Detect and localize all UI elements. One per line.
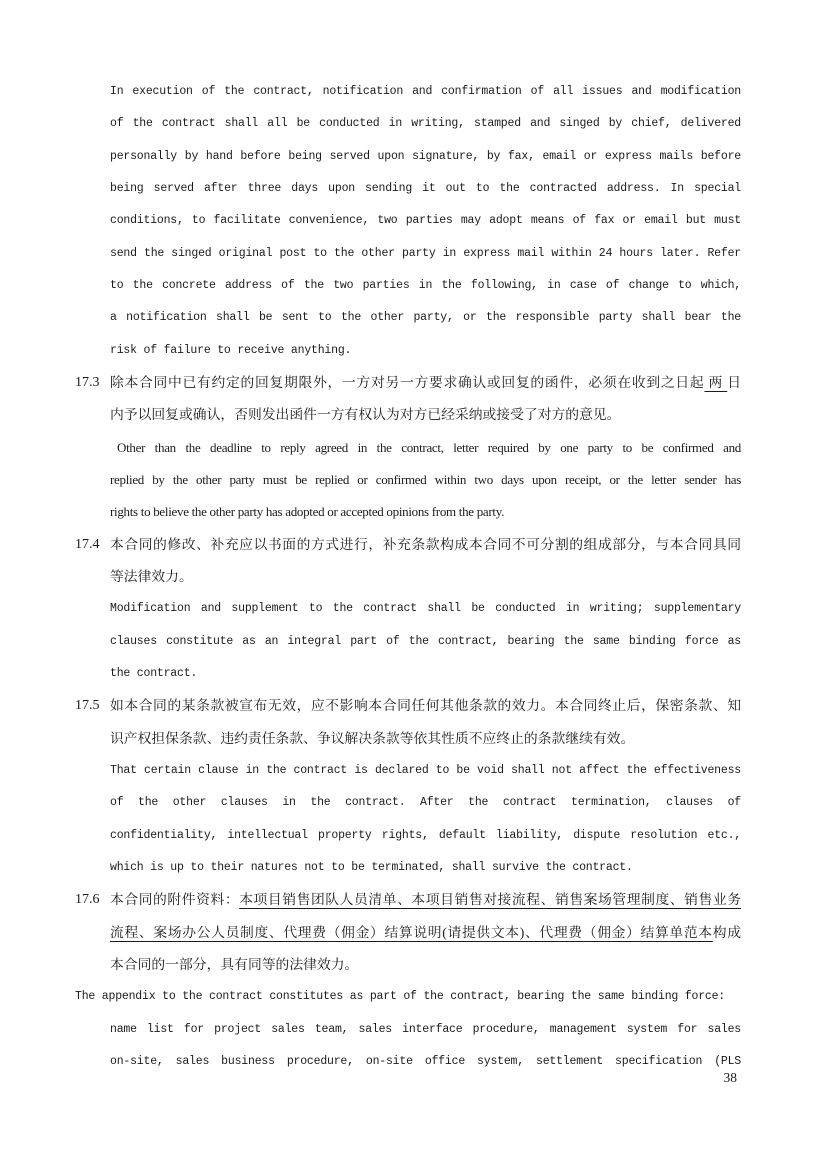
text-line: rights to believe the other party has adopted or accepted opinions from the party.: [110, 504, 505, 520]
contract-body: [75, 76, 741, 1078]
text-line: [110, 884, 741, 916]
text-segment: 本合同的附件资料：: [110, 892, 240, 908]
text-line: confidentiality, intellectual property rights, default liability, dispute resolution etc.,: [110, 828, 741, 842]
text-line: 本合同的修改、补充应以书面的方式进行，补充条款构成本合同不可分割的组成部分，与本合同具同: [110, 536, 741, 552]
text-line: [110, 917, 741, 949]
text-line: clauses constitute as an integral part of the contract, bearing the same binding force as: [110, 634, 741, 648]
text-line: being served after three days upon sending it out to the contracted address. In special: [110, 181, 741, 195]
text-segment: 构成: [712, 924, 741, 940]
text-segment: 日: [727, 374, 741, 390]
section-17-5-en: [110, 755, 741, 884]
text-line: 识产权担保条款、违约责任条款、争议解决条款等依其性质不应终止的条款继续有效。: [110, 730, 635, 746]
text-line: of the other clauses in the contract. After the contract termination, clauses of: [110, 796, 741, 810]
section-17-5-zh: [75, 690, 741, 755]
section-number: 17.6: [75, 892, 100, 908]
text-line: Modification and supplement to the contract shall be conducted in writing; supplementary: [110, 602, 741, 616]
section-number: 17.3: [75, 374, 100, 390]
text-line: [110, 367, 741, 399]
text-line: 本合同的一部分，具有同等的法律效力。: [110, 956, 359, 972]
section-17-6-en: [75, 981, 741, 1078]
text-line: send the singed original post to the other party in express mail within 24 hours later. Refer: [110, 246, 741, 260]
underlined-fill-in: 两: [704, 374, 728, 390]
text-line: personally by hand before being served upon signature, by fax, email or express mails before: [110, 149, 741, 163]
section-17-3-zh: [75, 367, 741, 432]
section-number: 17.5: [75, 698, 100, 714]
text-line: a notification shall be sent to the other party, or the responsible party shall bear the: [110, 311, 741, 325]
page-number: 38: [723, 1070, 737, 1085]
text-line: the contract.: [110, 666, 198, 680]
text-line: name list for project sales team, sales interface procedure, management system for sales: [110, 1022, 741, 1036]
text-segment: 除本合同中已有约定的回复期限外，一方对另一方要求确认或回复的函件，必须在收到之日起: [110, 374, 705, 390]
text-line: conditions, to facilitate convenience, two parties may adopt means of fax or email but must: [110, 214, 741, 228]
section-17-3-en: [110, 432, 741, 529]
text-line: replied by the other party must be replied or confirmed within two days upon receipt, or the letter sender has: [110, 471, 741, 487]
section-17-6-zh: [75, 884, 741, 981]
text-line: The appendix to the contract constitutes as part of the contract, bearing the same binding force:: [75, 990, 726, 1004]
text-line: 等法律效力。: [110, 568, 193, 584]
para-execution-en: [110, 76, 741, 367]
text-line: of the contract shall all be conducted in writing, stamped and singed by chief, delivered: [110, 117, 741, 131]
text-line: Other than the deadline to reply agreed in the contract, letter required by one party to be confirmed and: [117, 439, 741, 455]
section-number: 17.4: [75, 536, 100, 552]
text-line: risk of failure to receive anything.: [110, 343, 352, 357]
text-line: on-site, sales business procedure, on-site office system, settlement specification (PLS: [110, 1054, 741, 1068]
text-line: In execution of the contract, notification and confirmation of all issues and modification: [110, 85, 741, 98]
text-line: That certain clause in the contract is declared to be void shall not affect the effectiveness: [110, 763, 741, 777]
text-line: 如本合同的某条款被宣布无效，应不影响本合同任何其他条款的效力。本合同终止后，保密条款、知: [110, 698, 741, 714]
section-17-4-zh: [75, 529, 741, 594]
text-line: which is up to their natures not to be terminated, shall survive the contract.: [110, 860, 633, 874]
text-line: 内予以回复或确认，否则发出函件一方有权认为对方已经采纳或接受了对方的意见。: [110, 407, 621, 423]
text-line: to the concrete address of the two parties in the following, in case of change to which,: [110, 278, 741, 292]
underlined-appendix-list: 本项目销售团队人员清单、本项目销售对接流程、销售案场管理制度、销售业务: [239, 892, 741, 908]
underlined-appendix-list: 流程、案场办公人员制度、代理费（佣金）结算说明(请提供文本)、代理费（佣金）结算单范本: [110, 924, 713, 940]
section-17-4-en: [110, 593, 741, 690]
